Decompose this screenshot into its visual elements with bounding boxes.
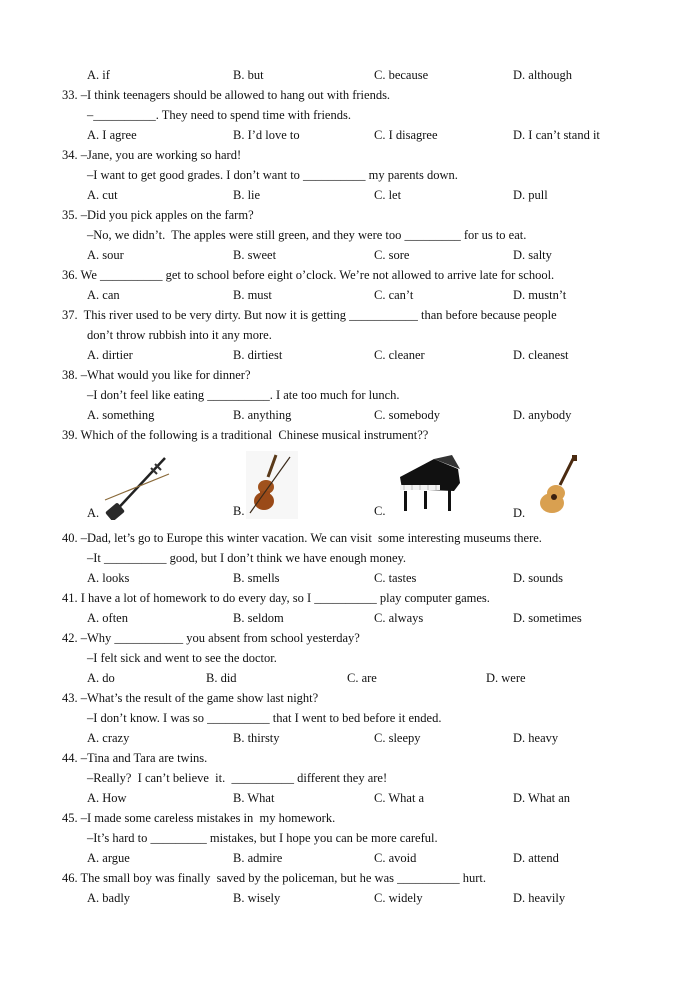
option-c: C. sleepy: [374, 731, 421, 745]
question-text: –Really? I can’t believe it. __________ different they are!: [87, 771, 388, 785]
option-b: B. seldom: [233, 611, 284, 625]
option-c: C. because: [374, 68, 429, 82]
question-text: 35. –Did you pick apples on the farm?: [62, 208, 254, 222]
option-b: B. sweet: [233, 248, 277, 262]
question-text: –__________. They need to spend time with friends.: [87, 108, 351, 122]
question-text: 42. –Why ___________ you absent from school yesterday?: [62, 631, 360, 645]
option-a: A. cut: [87, 188, 118, 202]
option-c: C. I disagree: [374, 128, 438, 142]
question-text: 41. I have a lot of homework to do every day, so I __________ play computer games.: [62, 591, 490, 605]
option-d: D. I can’t stand it: [513, 128, 600, 142]
option-c: C. let: [374, 188, 402, 202]
option-b: B. dirtiest: [233, 348, 283, 362]
option-a: A.: [87, 506, 100, 520]
question-text: 37. This river used to be very dirty. But now it is getting ___________ than before because people: [62, 308, 557, 322]
option-a: A. I agree: [87, 128, 137, 142]
option-b: B.: [233, 504, 245, 518]
option-a: A. argue: [87, 851, 130, 865]
option-d: D. pull: [513, 188, 548, 202]
option-a: A. dirtier: [87, 348, 133, 362]
option-d: D. although: [513, 68, 573, 82]
option-a: A. badly: [87, 891, 131, 905]
option-a: A. often: [87, 611, 128, 625]
guitar-icon: [538, 455, 580, 515]
option-d: D. cleanest: [513, 348, 569, 362]
question-text: –It __________ good, but I don’t think we have enough money.: [87, 551, 407, 565]
option-c: C. widely: [374, 891, 423, 905]
option-a: A. How: [87, 791, 127, 805]
option-d: D. heavy: [513, 731, 559, 745]
erhu-icon: [99, 452, 171, 520]
option-a: A. something: [87, 408, 155, 422]
question-text: –I want to get good grades. I don’t want to __________ my parents down.: [87, 168, 458, 182]
option-a: A. crazy: [87, 731, 130, 745]
question-text: 46. The small boy was finally saved by the policeman, but he was __________ hurt.: [62, 871, 486, 885]
option-b: B. wisely: [233, 891, 281, 905]
option-b: B. What: [233, 791, 275, 805]
option-c: C.: [374, 504, 386, 518]
option-c: C. can’t: [374, 288, 414, 302]
option-c: C. tastes: [374, 571, 417, 585]
option-b: B. lie: [233, 188, 261, 202]
option-a: A. if: [87, 68, 110, 82]
violin-icon: [246, 451, 298, 519]
option-c: C. avoid: [374, 851, 417, 865]
question-text: 45. –I made some careless mistakes in my homework.: [62, 811, 336, 825]
option-d: D. were: [486, 671, 526, 685]
option-a: A. do: [87, 671, 115, 685]
question-text: 38. –What would you like for dinner?: [62, 368, 251, 382]
question-text: 33. –I think teenagers should be allowed to hang out with friends.: [62, 88, 391, 102]
question-text: 40. –Dad, let’s go to Europe this winter vacation. We can visit some interesting museums there.: [62, 531, 542, 545]
grand-piano-icon: [394, 455, 464, 515]
question-text: 44. –Tina and Tara are twins.: [62, 751, 208, 765]
option-c: C. sore: [374, 248, 410, 262]
option-d: D.: [513, 506, 526, 520]
option-b: B. anything: [233, 408, 292, 422]
option-c: C. somebody: [374, 408, 440, 422]
option-c: C. always: [374, 611, 424, 625]
option-b: B. thirsty: [233, 731, 280, 745]
option-a: A. sour: [87, 248, 124, 262]
option-c: C. are: [347, 671, 377, 685]
option-d: D. attend: [513, 851, 559, 865]
question-text: –No, we didn’t. The apples were still green, and they were too _________ for us to eat.: [87, 228, 527, 242]
option-d: D. heavily: [513, 891, 566, 905]
option-a: A. can: [87, 288, 120, 302]
question-text: –I felt sick and went to see the doctor.: [87, 651, 277, 665]
option-d: D. mustn’t: [513, 288, 567, 302]
option-d: D. sounds: [513, 571, 564, 585]
option-d: D. anybody: [513, 408, 572, 422]
question-text: 43. –What’s the result of the game show last night?: [62, 691, 319, 705]
option-d: D. salty: [513, 248, 552, 262]
option-d: D. What an: [513, 791, 571, 805]
option-b: B. did: [206, 671, 237, 685]
option-a: A. looks: [87, 571, 130, 585]
question-text: don’t throw rubbish into it any more.: [87, 328, 272, 342]
option-c: C. cleaner: [374, 348, 425, 362]
question-text: –I don’t feel like eating __________. I ate too much for lunch.: [87, 388, 400, 402]
option-b: B. admire: [233, 851, 283, 865]
option-b: B. smells: [233, 571, 280, 585]
question-text: –It’s hard to _________ mistakes, but I hope you can be more careful.: [87, 831, 438, 845]
option-d: D. sometimes: [513, 611, 582, 625]
option-b: B. I’d love to: [233, 128, 300, 142]
question-text: 34. –Jane, you are working so hard!: [62, 148, 242, 162]
option-b: B. but: [233, 68, 264, 82]
question-text: 36. We __________ get to school before eight o’clock. We’re not allowed to arrive late for school.: [62, 268, 555, 282]
question-text: –I don’t know. I was so __________ that I went to bed before it ended.: [87, 711, 442, 725]
question-text: 39. Which of the following is a traditional Chinese musical instrument??: [62, 428, 429, 442]
option-b: B. must: [233, 288, 272, 302]
option-c: C. What a: [374, 791, 425, 805]
